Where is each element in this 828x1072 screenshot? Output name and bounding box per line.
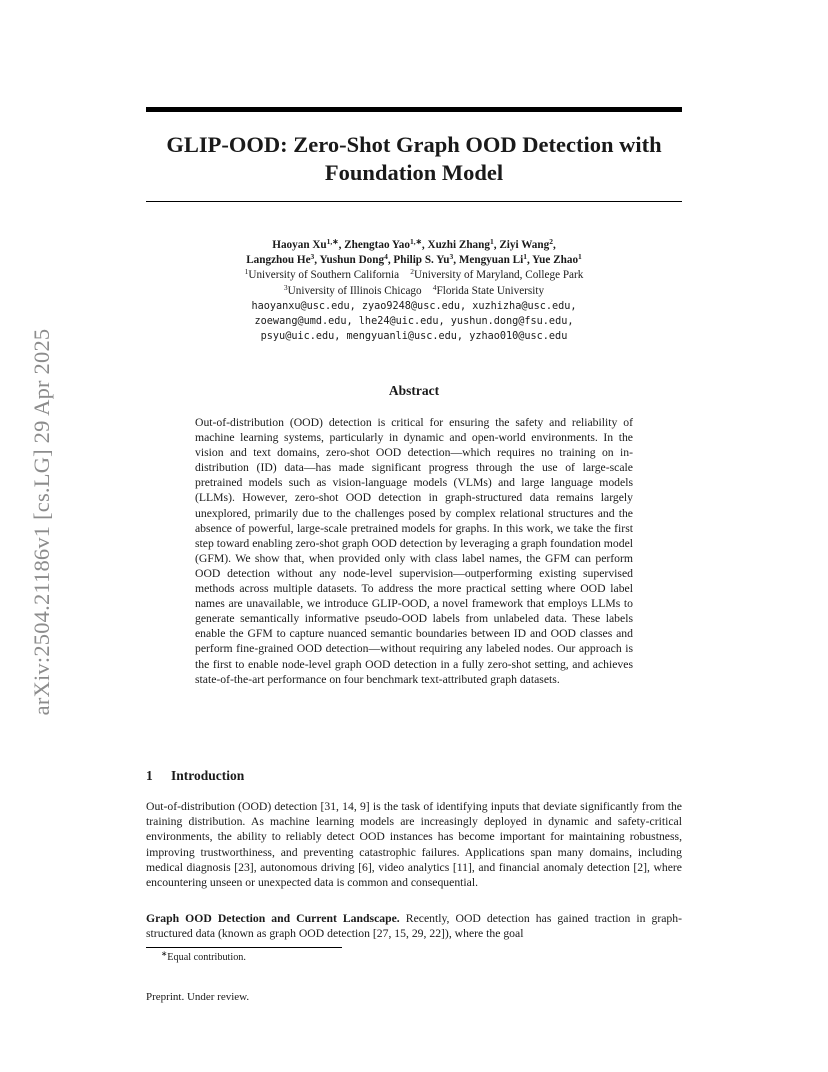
footnote [161,949,246,963]
author-sup: 3 [310,252,315,262]
author: Ziyi Wang [499,239,550,251]
author-sup: 2 [549,237,553,246]
paper-title [146,131,682,187]
email-line: haoyanxu@usc.edu, zyao9248@usc.edu, xuzhizha@usc.edu, [251,300,577,312]
affiliation-line-1 [146,268,682,283]
author-block [146,238,682,344]
author: Mengyuan Li [458,254,524,267]
intro-paragraph-1: Out-of-distribution (OOD) detection [31, 14, 9] is the task of identifying inputs that deviate significantly from the training distribution. As machine learning models are increasingly deployed in dynamic and safety-critical environments, the ability to reliably detect OOD instances has become important for maintaining robustness, improving trustworthiness, and preventing catastrophic failures. Applications span many domains, including medical diagnosis [23], autonomous driving [6], video analytics [11], and financial anomaly detection [2], where encountering unseen or unexpected data is common and consequential. [146,800,682,890]
email-line: psyu@uic.edu, mengyuanli@usc.edu, yzhao010@usc.edu [260,331,568,343]
author-sup: 1 [578,252,582,262]
author-sup: 1,∗ [409,237,422,246]
affiliation-sup: 2 [410,267,415,277]
author-sup: 1,∗ [326,237,339,246]
author: Xuzhi Zhang [427,239,490,251]
affiliation-sup: 3 [283,282,288,292]
author: Yushun Dong [319,254,385,267]
title-bottom-rule [146,201,682,202]
preprint-note: Preprint. Under review. [146,991,250,1003]
author-sup: 1 [523,252,527,262]
section-heading [146,768,244,784]
author: Philip S. Yu [393,254,450,267]
section-title: Introduction [171,768,245,783]
author: Zhengtao Yao [344,239,410,251]
author: Langzhou He [246,254,311,267]
title-line-2: Foundation Model [324,160,504,185]
title-top-rule [146,107,682,112]
footnote-mark: ∗ [161,949,168,958]
footnote-rule [146,947,342,948]
affiliation: University of Illinois Chicago [287,284,422,297]
affiliation: University of Southern California [248,269,400,282]
affiliation-sup: 1 [244,267,249,277]
footnote-text: Equal contribution. [167,952,246,963]
affiliation-line-2 [146,284,682,299]
paragraph-text: Recently, OOD detection has gained traction in graph-structured data (known as graph OOD detection [27, 15, 29, 22]), where the goal [146,912,682,941]
author-sup: 4 [384,252,388,262]
author-sup: 1 [489,237,494,246]
author-sup: 3 [449,252,454,262]
arxiv-identifier: arXiv:2504.21186v1 [cs.LG] 29 Apr 2025 [29,328,54,716]
abstract-text: Out-of-distribution (OOD) detection is critical for ensuring the safety and reliability of machine learning systems, particularly in dynamic and open-world environments. In the vision and text domains, zero-shot OOD detection—which requires no training on in-distribution (ID) data—has made significant progress through the use of large-scale pretrained models such as vision-language models (VLMs) and large language models (LLMs). However, zero-shot OOD detection in graph-structured data remains largely unexplored, primarily due to the challenges posed by complex relational structures and the absence of powerful, large-scale pretrained models for graphs. In this work, we take the first step toward enabling zero-shot graph OOD detection by leveraging a graph foundation model (GFM). We show that, when provided only with class label names, the GFM can perform OOD detection without any node-level supervision—outperforming existing supervised methods across multiple datasets. To address the more practical setting where OOD label names are unavailable, we introduce GLIP-OOD, a novel framework that employs LLMs to generate semantically informative pseudo-OOD labels from unlabeled data. These labels enable the GFM to capture nuanced semantic boundaries between ID and OOD classes and perform fine-grained OOD detection—without requiring any labeled nodes. Our approach is the first to enable node-level graph OOD detection in a fully zero-shot setting, and achieves state-of-the-art performance on four benchmark text-attributed graph datasets. [195,416,633,686]
intro-paragraph-2 [146,911,682,941]
author: Haoyan Xu [272,239,327,251]
affiliation: University of Maryland, College Park [414,269,584,282]
section-number: 1 [146,768,153,783]
author: Yue Zhao [532,254,579,267]
title-line-1: GLIP-OOD: Zero-Shot Graph OOD Detection with [166,132,662,157]
email-line: zoewang@umd.edu, lhe24@uic.edu, yushun.dong@fsu.edu, [254,316,574,328]
author-list: Haoyan $Xu^{1,∗}$, Zhengtao Yao$^{1,∗}$, Xuzhi Zhang$^1$, Ziyi Wang$^2$, Langzhou He$^3$, Yushun Dong$^4$, Philip S. Yu$^3$, Mengyuan Li$^1$, Yue Zhao$^1$ [246,237,582,267]
affiliation: Florida State University [436,284,545,297]
paragraph-lead: Graph OOD Detection and Current Landscape. [146,912,400,925]
affiliation-sup: 4 [432,282,437,292]
abstract-heading: Abstract [388,383,440,398]
